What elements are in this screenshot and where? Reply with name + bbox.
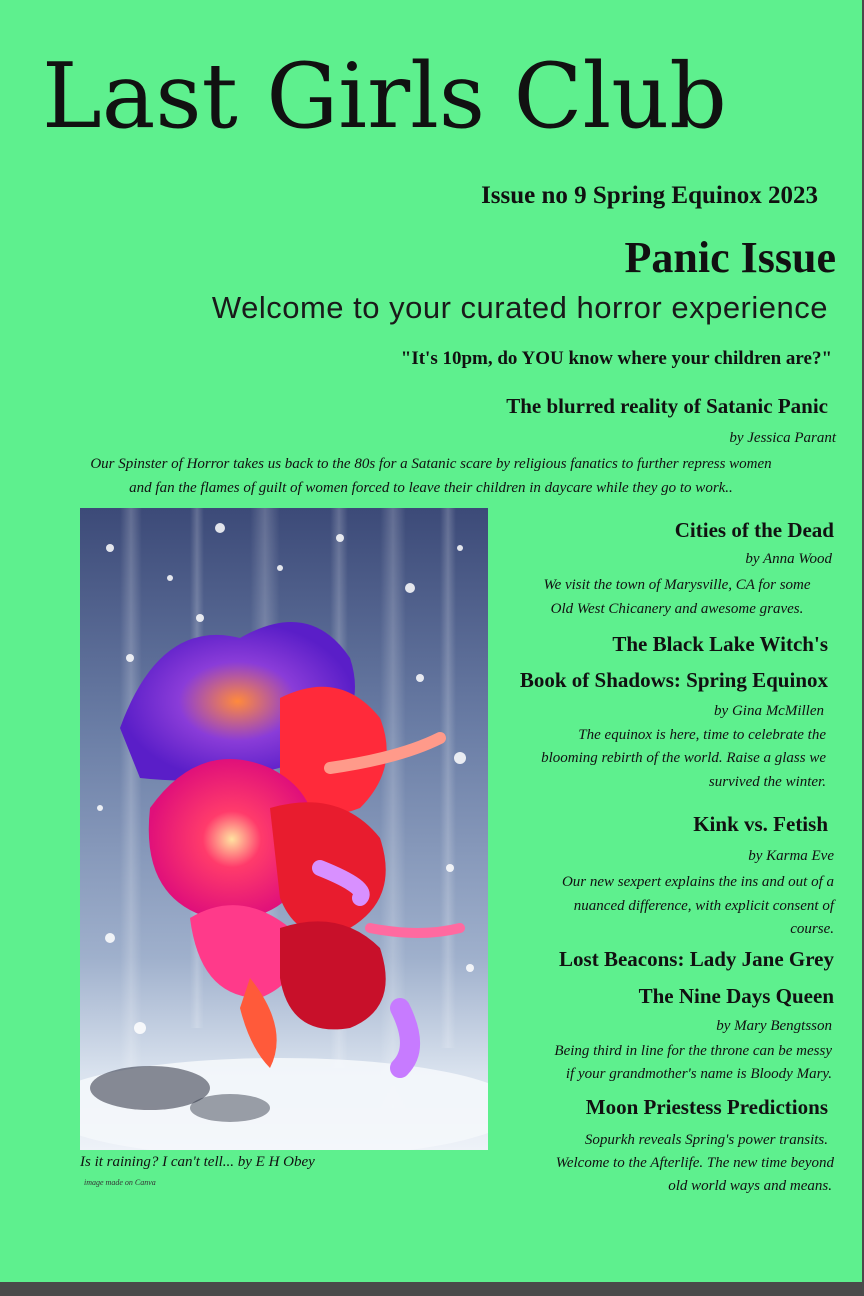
article-desc-line: Our new sexpert explains the ins and out of a xyxy=(561,874,834,890)
article-byline: by Anna Wood xyxy=(745,551,832,567)
article-desc-line: if your grandmother's name is Bloody Mary. xyxy=(565,1066,832,1082)
article-desc-line: nuanced difference, with explicit consent of xyxy=(573,898,834,914)
article-byline: by Mary Bengtsson xyxy=(716,1018,832,1034)
article-desc-line: We visit the town of Marysville, CA for some xyxy=(543,577,811,593)
article-desc-line: Old West Chicanery and awesome graves. xyxy=(550,601,804,617)
feature-heading: The blurred reality of Satanic Panic xyxy=(506,394,828,418)
article-heading-cities-of-the-dead: Cities of the Dead xyxy=(674,518,834,542)
magazine-title: Last Girls Club xyxy=(42,44,727,149)
cover-artwork xyxy=(80,508,488,1150)
issue-line: Issue no 9 Spring Equinox 2023 xyxy=(481,182,818,209)
article-byline: by Gina McMillen xyxy=(714,703,824,719)
welcome-tagline: Welcome to your curated horror experience xyxy=(211,290,828,325)
article-heading-moon-priestess: Moon Priestess Predictions xyxy=(585,1095,828,1119)
article-byline: by Karma Eve xyxy=(748,848,834,864)
article-heading-lost-beacons: Lost Beacons: Lady Jane Grey xyxy=(559,947,834,971)
flower-figure-image xyxy=(80,508,488,1150)
article-heading-nine-days-queen: The Nine Days Queen xyxy=(638,984,834,1008)
feature-desc-line-2: and fan the flames of guilt of women forced to leave their children in daycare while they go to work.. xyxy=(129,480,733,496)
article-heading-kink-vs-fetish: Kink vs. Fetish xyxy=(693,812,828,836)
article-desc-line: course. xyxy=(790,921,834,937)
article-desc-line: old world ways and means. xyxy=(668,1178,832,1194)
article-desc-line: Sopurkh reveals Spring's power transits. xyxy=(584,1132,828,1148)
article-heading-black-lake-witch: The Black Lake Witch's xyxy=(612,632,828,656)
article-desc-line: blooming rebirth of the world. Raise a glass we xyxy=(541,750,826,766)
issue-name: Panic Issue xyxy=(624,233,836,282)
article-desc-line: Being third in line for the throne can be messy xyxy=(554,1043,832,1059)
article-heading-book-of-shadows: Book of Shadows: Spring Equinox xyxy=(519,668,828,692)
article-desc-line: The equinox is here, time to celebrate the xyxy=(578,727,826,743)
article-desc-line: survived the winter. xyxy=(708,774,826,790)
cover-quote: "It's 10pm, do YOU know where your children are?" xyxy=(400,348,832,369)
feature-byline: by Jessica Parant xyxy=(729,430,836,446)
artwork-caption: Is it raining? I can't tell... by E H Obey xyxy=(80,1154,315,1170)
feature-desc-line-1: Our Spinster of Horror takes us back to the 80s for a Satanic scare by religious fanatics to further repress women xyxy=(90,456,772,472)
article-desc-line: Welcome to the Afterlife. The new time beyond xyxy=(555,1155,834,1171)
artwork-credit: image made on Canva xyxy=(84,1178,156,1187)
